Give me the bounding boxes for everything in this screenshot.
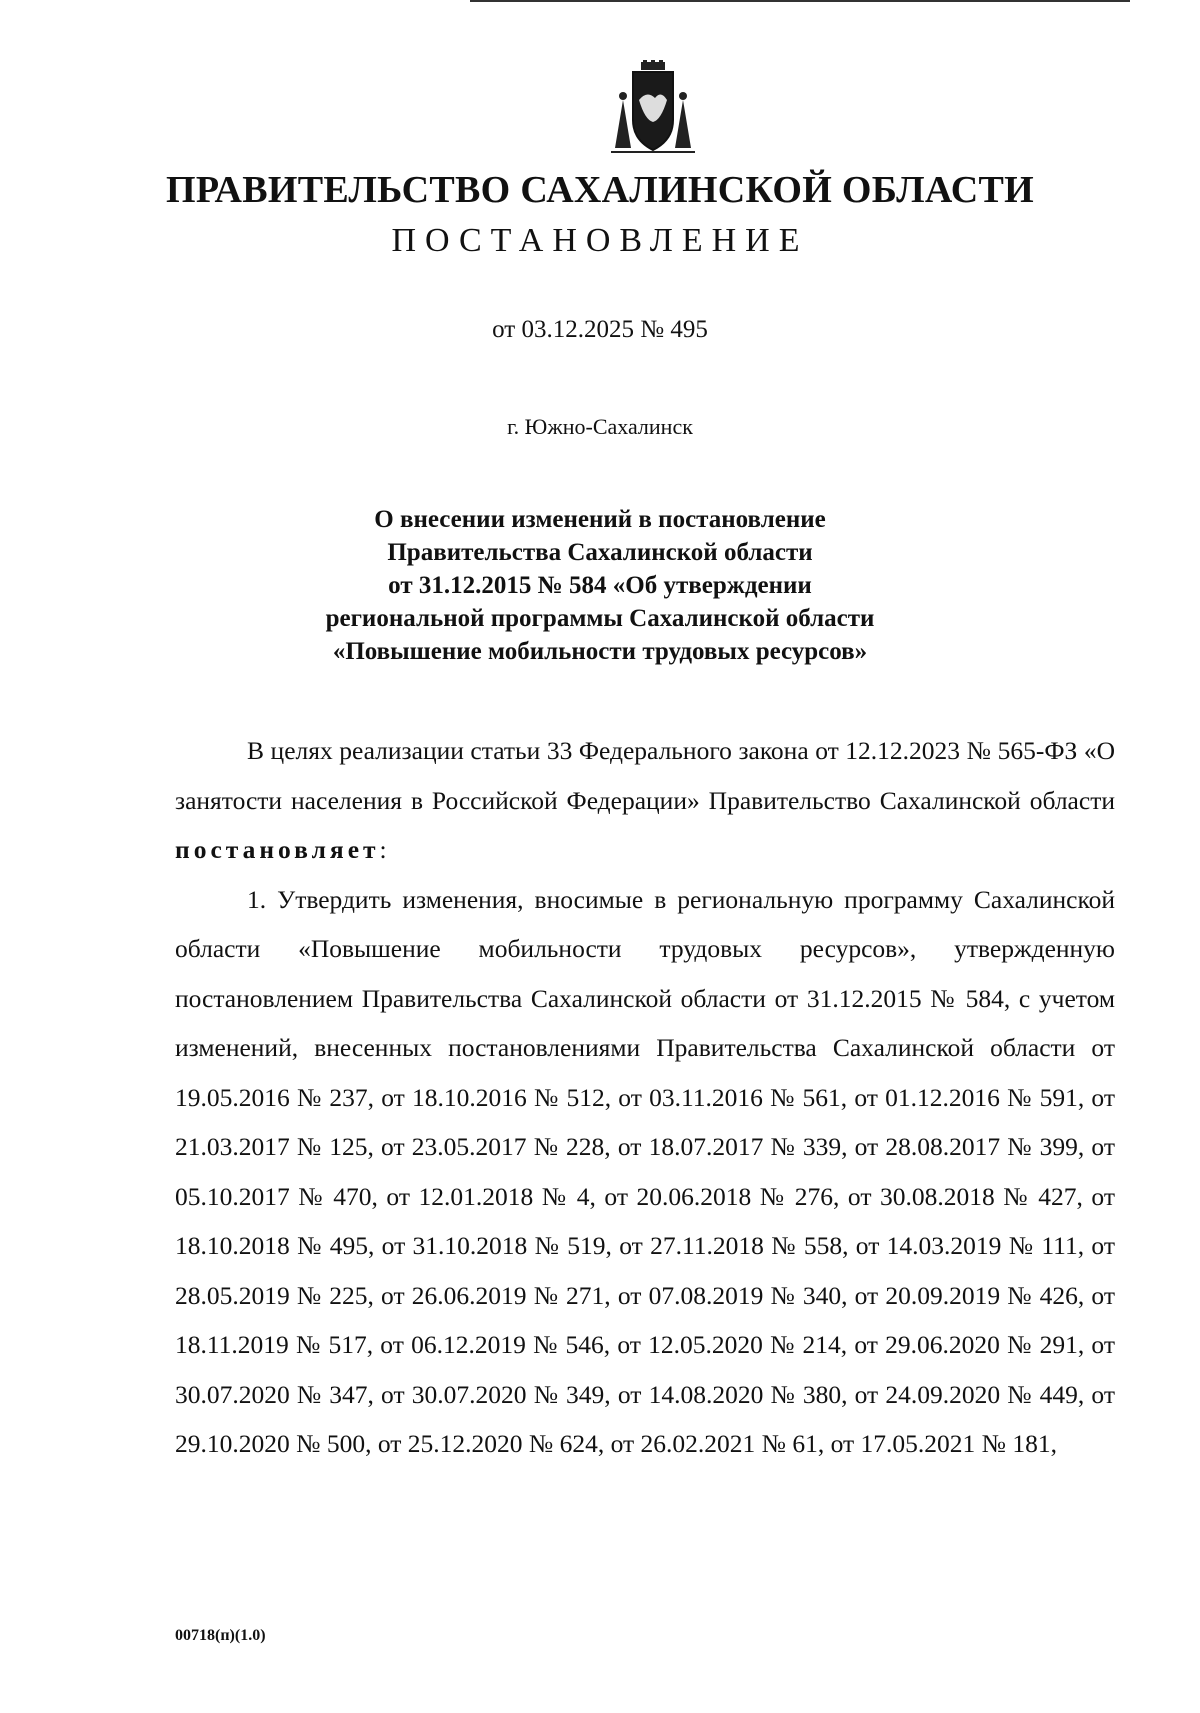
title-line: от 31.12.2015 № 584 «Об утверждении — [388, 572, 812, 599]
document-body — [175, 726, 1115, 1469]
resolves-keyword: постановляет — [175, 835, 380, 864]
preamble-paragraph — [175, 726, 1115, 875]
top-border-line — [470, 0, 1130, 2]
preamble-colon: : — [379, 835, 387, 864]
document-date-number: от 03.12.2025 № 495 — [492, 316, 708, 343]
title-line: Правительства Сахалинской области — [387, 539, 813, 566]
document-type: ПОСТАНОВЛЕНИЕ — [391, 222, 809, 259]
organization-name: ПРАВИТЕЛЬСТВО САХАЛИНСКОЙ ОБЛАСТИ — [166, 169, 1034, 211]
preamble-text: В целях реализации статьи 33 Федерального закона от 12.12.2023 № 565-ФЗ «О занятости населения в Российской Федерации» Правительство Сахалинской области — [175, 736, 1115, 815]
document-title — [0, 503, 1200, 668]
title-line: «Повышение мобильности трудовых ресурсов» — [332, 638, 868, 665]
document-city: г. Южно-Сахалинск — [507, 414, 693, 439]
sakhalin-coat-of-arms-icon — [603, 60, 703, 160]
title-line: О внесении изменений в постановление — [374, 506, 826, 533]
item-1-paragraph: 1. Утвердить изменения, вносимые в региональную программу Сахалинской области «Повышение мобильности трудовых ресурсов», утвержденную постановлением Правительства Сахалинской области от 31.12.2015 № 584, с учетом изменений, внесенных постановлениями Правительства Сахалинской области от 19.05.2016 № 237, от 18.10.2016 № 512, от 03.11.2016 № 561, от 01.12.2016 № 591, от 21.03.2017 № 125, от 23.05.2017 № 228, от 18.07.2017 № 339, от 28.08.2017 № 399, от 05.10.2017 № 470, от 12.01.2018 № 4, от 20.06.2018 № 276, от 30.08.2018 № 427, от 18.10.2018 № 495, от 31.10.2018 № 519, от 27.11.2018 № 558, от 14.03.2019 № 111, от 28.05.2019 № 225, от 26.06.2019 № 271, от 07.08.2019 № 340, от 20.09.2019 № 426, от 18.11.2019 № 517, от 06.12.2019 № 546, от 12.05.2020 № 214, от 29.06.2020 № 291, от 30.07.2020 № 347, от 30.07.2020 № 349, от 14.08.2020 № 380, от 24.09.2020 № 449, от 29.10.2020 № 500, от 25.12.2020 № 624, от 26.02.2021 № 61, от 17.05.2021 № 181, — [175, 884, 1115, 1458]
form-code: 00718(п)(1.0) — [175, 1627, 266, 1644]
title-line: региональной программы Сахалинской области — [325, 605, 875, 632]
